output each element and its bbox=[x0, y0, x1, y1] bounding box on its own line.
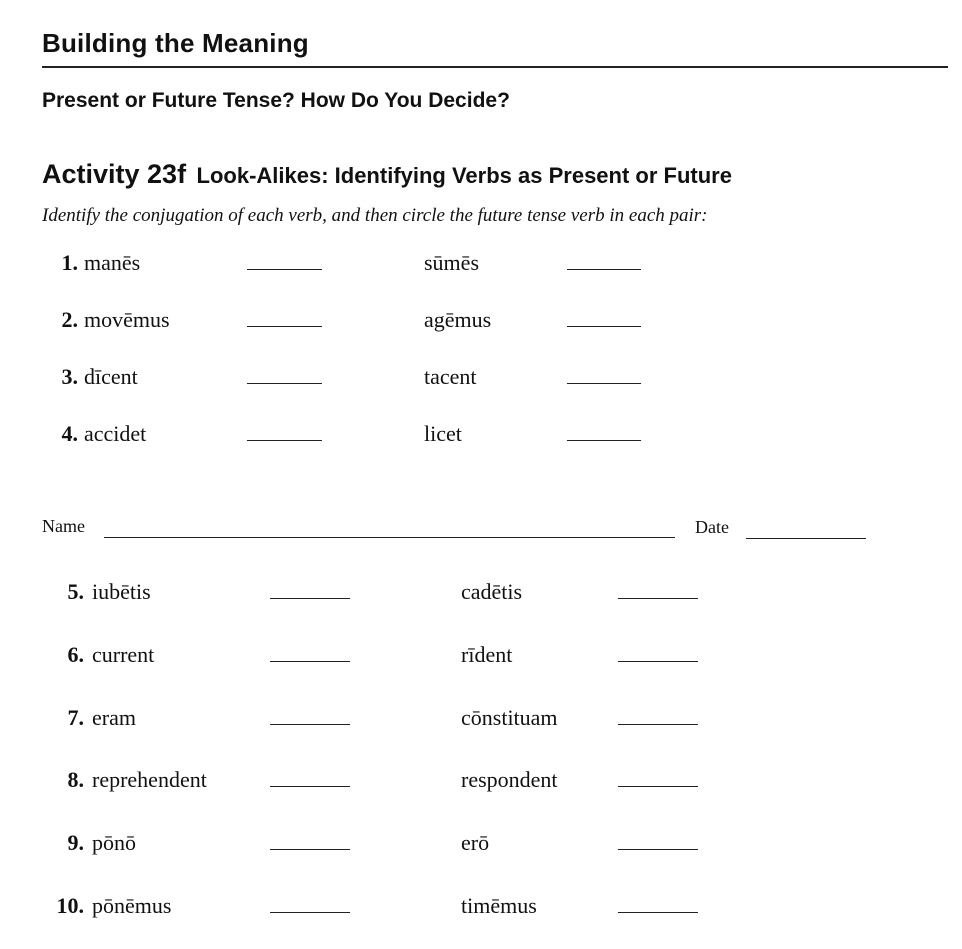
answer-blank-left[interactable] bbox=[270, 912, 350, 913]
section-divider bbox=[42, 66, 948, 68]
verb-left[interactable]: manēs bbox=[84, 250, 141, 275]
exercise-row bbox=[0, 421, 962, 451]
answer-blank-left[interactable] bbox=[247, 440, 322, 441]
activity-instructions: Identify the conjugation of each verb, and then circle the future tense verb in each pair: bbox=[42, 205, 708, 226]
answer-blank-left[interactable] bbox=[247, 326, 322, 327]
verb-right[interactable]: tacent bbox=[424, 364, 477, 389]
verb-right[interactable]: respondent bbox=[461, 767, 558, 792]
exercise-row bbox=[0, 767, 962, 797]
verb-left[interactable]: eram bbox=[92, 705, 136, 730]
answer-blank-left[interactable] bbox=[247, 269, 322, 270]
verb-right[interactable]: erō bbox=[461, 830, 490, 855]
item-number: 4. bbox=[61, 421, 78, 446]
activity-heading bbox=[42, 159, 732, 190]
item-number: 8. bbox=[67, 767, 84, 792]
item-number: 9. bbox=[67, 830, 84, 855]
exercise-row bbox=[0, 364, 962, 394]
verb-right[interactable]: cōnstituam bbox=[461, 705, 558, 730]
verb-left[interactable]: pōnō bbox=[92, 830, 136, 855]
exercise-row bbox=[0, 893, 962, 923]
answer-blank-right[interactable] bbox=[567, 269, 641, 270]
item-number: 1. bbox=[61, 250, 78, 275]
answer-blank-right[interactable] bbox=[567, 383, 641, 384]
verb-left[interactable]: accidet bbox=[84, 421, 147, 446]
item-number: 7. bbox=[67, 705, 84, 730]
exercise-row bbox=[0, 307, 962, 337]
exercise-row bbox=[0, 830, 962, 860]
item-number: 10. bbox=[56, 893, 84, 918]
name-label: Name bbox=[42, 516, 85, 536]
answer-blank-right[interactable] bbox=[567, 440, 641, 441]
answer-blank-right[interactable] bbox=[618, 724, 698, 725]
name-field[interactable] bbox=[104, 537, 675, 538]
answer-blank-right[interactable] bbox=[618, 598, 698, 599]
exercise-row bbox=[0, 705, 962, 735]
item-number: 5. bbox=[67, 579, 84, 604]
answer-blank-left[interactable] bbox=[270, 849, 350, 850]
answer-blank-left[interactable] bbox=[270, 598, 350, 599]
verb-left[interactable]: current bbox=[92, 642, 155, 667]
verb-right[interactable]: sūmēs bbox=[424, 250, 479, 275]
verb-left[interactable]: reprehendent bbox=[92, 767, 207, 792]
exercise-row bbox=[0, 642, 962, 672]
answer-blank-right[interactable] bbox=[567, 326, 641, 327]
answer-blank-left[interactable] bbox=[270, 661, 350, 662]
activity-number: Activity 23f bbox=[42, 159, 187, 189]
item-number: 6. bbox=[67, 642, 84, 667]
verb-left[interactable]: movēmus bbox=[84, 307, 170, 332]
answer-blank-right[interactable] bbox=[618, 849, 698, 850]
item-number: 2. bbox=[61, 307, 78, 332]
section-title: Building the Meaning bbox=[42, 28, 309, 58]
answer-blank-right[interactable] bbox=[618, 786, 698, 787]
exercise-row bbox=[0, 579, 962, 609]
answer-blank-left[interactable] bbox=[270, 786, 350, 787]
answer-blank-right[interactable] bbox=[618, 912, 698, 913]
verb-right[interactable]: timēmus bbox=[461, 893, 537, 918]
exercise-row bbox=[0, 250, 962, 280]
verb-right[interactable]: cadētis bbox=[461, 579, 523, 604]
verb-left[interactable]: pōnēmus bbox=[92, 893, 172, 918]
section-subtitle: Present or Future Tense? How Do You Decide? bbox=[42, 89, 510, 112]
verb-right[interactable]: rīdent bbox=[461, 642, 513, 667]
answer-blank-right[interactable] bbox=[618, 661, 698, 662]
answer-blank-left[interactable] bbox=[247, 383, 322, 384]
item-number: 3. bbox=[61, 364, 78, 389]
date-label: Date bbox=[695, 517, 729, 537]
answer-blank-left[interactable] bbox=[270, 724, 350, 725]
verb-right[interactable]: licet bbox=[424, 421, 462, 446]
verb-left[interactable]: iubētis bbox=[92, 579, 151, 604]
activity-description: Look-Alikes: Identifying Verbs as Present or Future bbox=[196, 163, 732, 188]
date-field[interactable] bbox=[746, 538, 866, 539]
verb-right[interactable]: agēmus bbox=[424, 307, 492, 332]
verb-left[interactable]: dīcent bbox=[84, 364, 138, 389]
